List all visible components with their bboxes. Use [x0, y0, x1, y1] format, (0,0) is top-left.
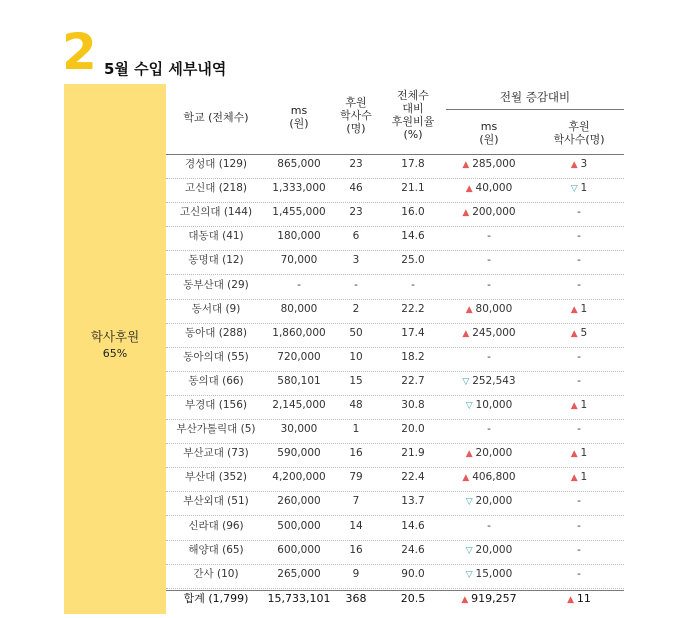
- cell-ratio: [382, 592, 444, 606]
- cell-ratio-value: 22.4: [401, 471, 425, 484]
- cell-school-value: 동서대 (9): [191, 302, 241, 315]
- triangle-up-icon: ▲: [570, 473, 581, 484]
- cell-school: [166, 398, 266, 412]
- triangle-up-icon: ▲: [462, 208, 473, 219]
- cell-school: [166, 543, 266, 557]
- cell-change-sponsors-value: 3: [580, 158, 588, 170]
- cell-change-sponsors-value: 1: [580, 471, 588, 484]
- cell-school: [166, 519, 266, 533]
- cell-change-ms: [446, 592, 532, 607]
- cell-change-ms: [446, 398, 532, 413]
- header-ratio-line2: 대비: [402, 102, 424, 115]
- header-ratio-line1: 전체수: [397, 89, 429, 102]
- cell-school-value: 경성대 (129): [184, 158, 247, 170]
- cell-change-ms-value: 245,000: [472, 326, 516, 339]
- cell-school-value: 부산교대 (73): [183, 447, 249, 460]
- header-group-divider: [446, 109, 624, 110]
- row-divider: [166, 564, 624, 565]
- cell-sponsors: [334, 422, 378, 436]
- cell-ratio-value: 30.8: [401, 399, 425, 411]
- triangle-up-icon: ▲: [465, 184, 476, 195]
- header-sponsors-line3: (명): [346, 122, 366, 135]
- triangle-up-icon: ▲: [570, 401, 581, 411]
- header-change-ms-line2: (원): [479, 133, 499, 146]
- cell-change-ms-value: -: [487, 350, 491, 363]
- cell-ratio-value: 21.1: [401, 182, 425, 195]
- cell-school: [166, 229, 266, 243]
- cell-sponsors-value: 15: [349, 374, 363, 387]
- triangle-up-icon: ▲: [465, 449, 476, 460]
- cell-school-value: 부경대 (156): [184, 399, 247, 411]
- row-divider: [166, 178, 624, 179]
- row-divider: [166, 323, 624, 324]
- row-divider: [166, 588, 624, 589]
- triangle-up-icon: ▲: [570, 304, 581, 315]
- cell-ms: [266, 350, 332, 364]
- cell-ratio: [382, 157, 444, 171]
- cell-school: [166, 253, 266, 267]
- cell-ratio: [382, 181, 444, 195]
- cell-ms: [266, 470, 332, 484]
- cell-ms-value: 600,000: [277, 543, 321, 556]
- cell-change-ms-value: 10,000: [475, 399, 513, 411]
- header-change-sponsors-line2: 학사수(명): [553, 133, 605, 146]
- cell-sponsors-value: 6: [352, 230, 360, 243]
- cell-ms: [266, 494, 332, 508]
- section-title: 5월 수입 세부내역: [104, 60, 227, 78]
- cell-ratio-value: 21.9: [401, 447, 425, 460]
- cell-change-sponsors: [534, 494, 624, 508]
- cell-change-ms: [446, 302, 532, 317]
- cell-school-value: 동의대 (66): [188, 374, 244, 387]
- cell-sponsors: [334, 398, 378, 412]
- cell-change-ms-value: 406,800: [472, 471, 516, 484]
- cell-school: [166, 278, 266, 292]
- cell-change-sponsors-value: 1: [580, 399, 588, 411]
- triangle-up-icon: ▲: [462, 473, 473, 484]
- header-ms-line2: (원): [289, 117, 309, 130]
- cell-change-sponsors: [534, 567, 624, 581]
- cell-sponsors-value: 14: [349, 519, 363, 532]
- cell-change-sponsors: [534, 398, 624, 413]
- cell-ratio-value: 14.6: [401, 230, 425, 243]
- row-divider: [166, 347, 624, 348]
- cell-ms: [266, 278, 332, 292]
- cell-sponsors: [334, 181, 378, 195]
- cell-sponsors-value: 368: [345, 591, 367, 605]
- cell-change-sponsors-value: -: [577, 350, 581, 363]
- cell-change-sponsors-value: 1: [580, 182, 588, 195]
- cell-ratio: [382, 350, 444, 364]
- cell-ms: [266, 157, 332, 171]
- triangle-down-icon: ▽: [465, 497, 476, 508]
- header-ratio: [382, 89, 444, 141]
- cell-sponsors: [334, 350, 378, 364]
- cell-ratio: [382, 470, 444, 484]
- cell-sponsors-value: 1: [352, 423, 360, 436]
- cell-change-ms: [446, 157, 532, 172]
- header-sponsors-line2: 학사수: [340, 109, 372, 122]
- cell-school-value: 신라대 (96): [188, 519, 244, 532]
- cell-ms-value: 4,200,000: [272, 471, 326, 484]
- cell-change-sponsors-value: -: [577, 254, 581, 267]
- cell-sponsors: [334, 253, 378, 267]
- cell-sponsors: [334, 470, 378, 484]
- cell-change-sponsors: [534, 470, 624, 485]
- cell-ratio: [382, 543, 444, 557]
- cell-sponsors-value: 46: [349, 182, 363, 195]
- header-change-sponsors-line1: 후원: [568, 120, 590, 133]
- cell-sponsors-value: 16: [349, 543, 363, 556]
- header-change-ms-line1: ms: [480, 120, 498, 133]
- cell-change-sponsors-value: -: [577, 374, 581, 387]
- cell-ratio-value: 22.2: [401, 302, 425, 315]
- cell-change-sponsors-value: -: [577, 278, 581, 291]
- cell-sponsors: [334, 543, 378, 557]
- cell-school: [166, 592, 266, 606]
- cell-change-ms-value: 20,000: [475, 495, 513, 508]
- cell-ms: [266, 326, 332, 340]
- cell-change-ms: [446, 567, 532, 582]
- cell-change-ms-value: 20,000: [475, 447, 513, 460]
- cell-school: [166, 567, 266, 581]
- cell-school-value: 해양대 (65): [188, 543, 244, 556]
- header-change-group: 전월 증감대비: [499, 90, 571, 104]
- row-divider: [166, 371, 624, 372]
- cell-school: [166, 446, 266, 460]
- cell-ms-value: 2,145,000: [272, 399, 326, 411]
- category-percent: 65%: [102, 347, 128, 360]
- cell-change-ms: [446, 350, 532, 364]
- cell-ratio-value: -: [411, 278, 415, 291]
- header-ms-line1: ms: [290, 104, 308, 117]
- row-divider: [166, 395, 624, 396]
- cell-sponsors: [334, 229, 378, 243]
- cell-sponsors-value: 79: [349, 471, 363, 484]
- cell-sponsors: [334, 205, 378, 219]
- cell-ratio-value: 13.7: [401, 495, 425, 508]
- cell-change-ms: [446, 494, 532, 509]
- cell-ratio: [382, 326, 444, 340]
- cell-change-sponsors: [534, 446, 624, 461]
- cell-school-value: 합계 (1,799): [183, 591, 249, 605]
- cell-change-ms-value: 40,000: [475, 182, 513, 195]
- cell-ratio: [382, 422, 444, 436]
- cell-school-value: 동명대 (12): [188, 254, 244, 267]
- cell-sponsors: [334, 592, 378, 606]
- triangle-down-icon: ▽: [570, 184, 581, 195]
- cell-sponsors-value: 10: [349, 350, 363, 363]
- row-divider: [166, 467, 624, 468]
- cell-school: [166, 181, 266, 195]
- cell-sponsors: [334, 567, 378, 581]
- cell-ratio-value: 20.5: [400, 591, 426, 605]
- cell-ratio-value: 17.4: [401, 326, 425, 339]
- cell-ratio: [382, 446, 444, 460]
- cell-change-ms-value: 15,000: [475, 567, 513, 580]
- cell-change-sponsors: [534, 278, 624, 292]
- cell-ratio-value: 25.0: [401, 254, 425, 267]
- cell-change-sponsors: [534, 205, 624, 219]
- cell-change-ms-value: 80,000: [475, 302, 513, 315]
- header-change-sponsors: [534, 120, 624, 146]
- cell-school: [166, 302, 266, 316]
- cell-school: [166, 374, 266, 388]
- cell-sponsors: [334, 157, 378, 171]
- triangle-up-icon: ▲: [567, 594, 577, 605]
- cell-sponsors: [334, 519, 378, 533]
- category-name: 학사후원: [90, 329, 140, 344]
- cell-change-sponsors: [534, 422, 624, 436]
- header-change-ms: [446, 120, 532, 146]
- triangle-up-icon: ▲: [570, 449, 581, 460]
- cell-sponsors-value: 48: [349, 399, 363, 411]
- header-school: 학교 (전체수): [183, 111, 249, 124]
- cell-ratio: [382, 374, 444, 388]
- triangle-up-icon: ▲: [462, 160, 473, 170]
- cell-sponsors-value: 7: [352, 495, 360, 508]
- cell-ms: [266, 543, 332, 557]
- cell-change-ms: [446, 374, 532, 389]
- cell-change-sponsors-value: -: [577, 495, 581, 508]
- cell-ms: [266, 592, 332, 606]
- cell-ratio-value: 22.7: [401, 374, 425, 387]
- cell-change-sponsors: [534, 519, 624, 533]
- cell-ratio: [382, 205, 444, 219]
- cell-ms-value: 80,000: [280, 302, 318, 315]
- cell-ms: [266, 446, 332, 460]
- cell-ratio-value: 17.8: [401, 158, 425, 170]
- cell-change-ms-value: -: [487, 230, 491, 243]
- cell-ratio: [382, 567, 444, 581]
- cell-ms: [266, 205, 332, 219]
- cell-school: [166, 494, 266, 508]
- cell-school-value: 부산가톨릭대 (5): [176, 423, 256, 436]
- cell-ms-value: 500,000: [277, 519, 321, 532]
- cell-ms-value: 260,000: [277, 495, 321, 508]
- cell-change-ms: [446, 519, 532, 533]
- cell-change-sponsors-value: -: [577, 567, 581, 580]
- cell-change-ms-value: -: [487, 519, 491, 532]
- cell-change-ms: [446, 229, 532, 243]
- cell-sponsors-value: 16: [349, 447, 363, 460]
- cell-sponsors: [334, 326, 378, 340]
- cell-change-sponsors-value: -: [577, 519, 581, 532]
- cell-change-sponsors-value: -: [577, 543, 581, 556]
- total-top-rule: [166, 590, 624, 591]
- cell-sponsors: [334, 374, 378, 388]
- cell-school: [166, 326, 266, 340]
- cell-sponsors: [334, 446, 378, 460]
- cell-ms-value: -: [297, 278, 301, 291]
- cell-ratio-value: 24.6: [401, 543, 425, 556]
- cell-school: [166, 205, 266, 219]
- cell-school-value: 고신대 (218): [184, 182, 247, 195]
- triangle-up-icon: ▲: [461, 594, 472, 605]
- cell-change-ms-value: 252,543: [472, 374, 516, 387]
- row-divider: [166, 202, 624, 203]
- row-divider: [166, 250, 624, 251]
- cell-sponsors: [334, 494, 378, 508]
- header-ms: [266, 104, 332, 130]
- cell-ms: [266, 253, 332, 267]
- cell-school: [166, 350, 266, 364]
- cell-ms-value: 15,733,101: [267, 591, 331, 605]
- triangle-up-icon: ▲: [462, 328, 473, 339]
- cell-change-sponsors: [534, 350, 624, 364]
- cell-ms-value: 720,000: [277, 350, 321, 363]
- cell-ratio: [382, 302, 444, 316]
- cell-change-sponsors-value: 11: [576, 591, 591, 605]
- cell-change-ms: [446, 278, 532, 292]
- cell-sponsors: [334, 302, 378, 316]
- cell-change-ms-value: -: [487, 423, 491, 436]
- cell-ratio: [382, 398, 444, 412]
- cell-ms: [266, 181, 332, 195]
- cell-change-ms: [446, 205, 532, 220]
- cell-change-sponsors: [534, 543, 624, 557]
- cell-ms-value: 70,000: [280, 254, 318, 267]
- row-divider: [166, 515, 624, 516]
- cell-change-sponsors-value: -: [577, 423, 581, 436]
- triangle-up-icon: ▲: [570, 160, 581, 170]
- triangle-down-icon: ▽: [462, 376, 473, 387]
- row-divider: [166, 540, 624, 541]
- cell-ms-value: 590,000: [277, 447, 321, 460]
- triangle-down-icon: ▽: [465, 569, 476, 580]
- cell-ms: [266, 519, 332, 533]
- cell-school-value: 동부산대 (29): [183, 278, 249, 291]
- cell-ratio-value: 18.2: [401, 350, 425, 363]
- cell-ratio: [382, 494, 444, 508]
- header-sponsors-line1: 후원: [345, 96, 367, 109]
- cell-ms: [266, 374, 332, 388]
- cell-sponsors-value: 2: [352, 302, 360, 315]
- cell-change-ms: [446, 253, 532, 267]
- cell-sponsors-value: -: [354, 278, 358, 291]
- cell-ms-value: 265,000: [277, 567, 321, 580]
- cell-change-ms: [446, 446, 532, 461]
- row-divider: [166, 274, 624, 275]
- cell-change-sponsors-value: 5: [580, 326, 588, 339]
- cell-ratio: [382, 519, 444, 533]
- cell-ms: [266, 422, 332, 436]
- triangle-down-icon: ▽: [465, 401, 476, 411]
- header-sponsors: [334, 96, 378, 135]
- cell-ratio: [382, 229, 444, 243]
- cell-change-sponsors: [534, 592, 624, 607]
- cell-school-value: 고신의대 (144): [179, 206, 253, 219]
- cell-ms-value: 865,000: [277, 158, 321, 170]
- row-divider: [166, 419, 624, 420]
- cell-change-ms-value: -: [487, 278, 491, 291]
- cell-ms: [266, 398, 332, 412]
- cell-ratio: [382, 253, 444, 267]
- cell-sponsors-value: 9: [352, 567, 360, 580]
- row-divider: [166, 226, 624, 227]
- cell-ratio-value: 14.6: [401, 519, 425, 532]
- section-number: 2: [62, 23, 97, 81]
- cell-school-value: 부산대 (352): [184, 471, 247, 484]
- cell-change-sponsors: [534, 157, 624, 172]
- cell-ms-value: 1,860,000: [272, 326, 326, 339]
- cell-ratio-value: 20.0: [401, 423, 425, 436]
- cell-change-ms-value: 20,000: [475, 543, 513, 556]
- cell-change-ms-value: 285,000: [472, 158, 516, 170]
- triangle-up-icon: ▲: [465, 304, 476, 315]
- cell-school-value: 동아대 (288): [184, 326, 247, 339]
- cell-change-ms: [446, 543, 532, 558]
- cell-change-ms-value: 919,257: [471, 591, 517, 605]
- cell-ms: [266, 302, 332, 316]
- row-divider: [166, 491, 624, 492]
- header-ratio-line4: (%): [403, 128, 423, 141]
- row-divider: [166, 443, 624, 444]
- cell-change-sponsors: [534, 253, 624, 267]
- cell-change-sponsors: [534, 229, 624, 243]
- category-label: [64, 328, 166, 362]
- header-bottom-rule: [166, 154, 624, 155]
- cell-change-ms: [446, 181, 532, 196]
- cell-change-sponsors-value: 1: [580, 302, 588, 315]
- cell-school: [166, 422, 266, 436]
- cell-school-value: 대동대 (41): [188, 230, 244, 243]
- cell-ms-value: 1,333,000: [272, 182, 326, 195]
- cell-change-sponsors-value: -: [577, 230, 581, 243]
- cell-sponsors-value: 3: [352, 254, 360, 267]
- cell-change-sponsors-value: 1: [580, 447, 588, 460]
- cell-change-sponsors: [534, 181, 624, 196]
- cell-change-ms-value: 200,000: [472, 206, 516, 219]
- cell-ms-value: 1,455,000: [272, 206, 326, 219]
- cell-change-ms-value: -: [487, 254, 491, 267]
- row-divider: [166, 299, 624, 300]
- triangle-down-icon: ▽: [465, 545, 476, 556]
- cell-ratio: [382, 278, 444, 292]
- cell-ms-value: 180,000: [277, 230, 321, 243]
- cell-change-sponsors-value: -: [577, 206, 581, 219]
- cell-change-sponsors: [534, 326, 624, 341]
- cell-change-sponsors: [534, 374, 624, 388]
- cell-ms-value: 30,000: [280, 423, 318, 436]
- cell-school: [166, 470, 266, 484]
- cell-change-ms: [446, 326, 532, 341]
- cell-sponsors-value: 23: [349, 206, 363, 219]
- cell-change-sponsors: [534, 302, 624, 317]
- cell-school-value: 동아의대 (55): [183, 350, 249, 363]
- cell-change-ms: [446, 422, 532, 436]
- cell-change-ms: [446, 470, 532, 485]
- cell-ratio-value: 90.0: [401, 567, 425, 580]
- cell-ms: [266, 229, 332, 243]
- cell-school: [166, 157, 266, 171]
- cell-school-value: 부산외대 (51): [183, 495, 249, 508]
- cell-ms: [266, 567, 332, 581]
- cell-ratio-value: 16.0: [401, 206, 425, 219]
- cell-school-value: 간사 (10): [193, 567, 239, 580]
- cell-sponsors: [334, 278, 378, 292]
- cell-ms-value: 580,101: [277, 374, 321, 387]
- header-ratio-line3: 후원비율: [391, 115, 435, 128]
- cell-sponsors-value: 50: [349, 326, 363, 339]
- triangle-up-icon: ▲: [570, 328, 581, 339]
- cell-sponsors-value: 23: [349, 158, 363, 170]
